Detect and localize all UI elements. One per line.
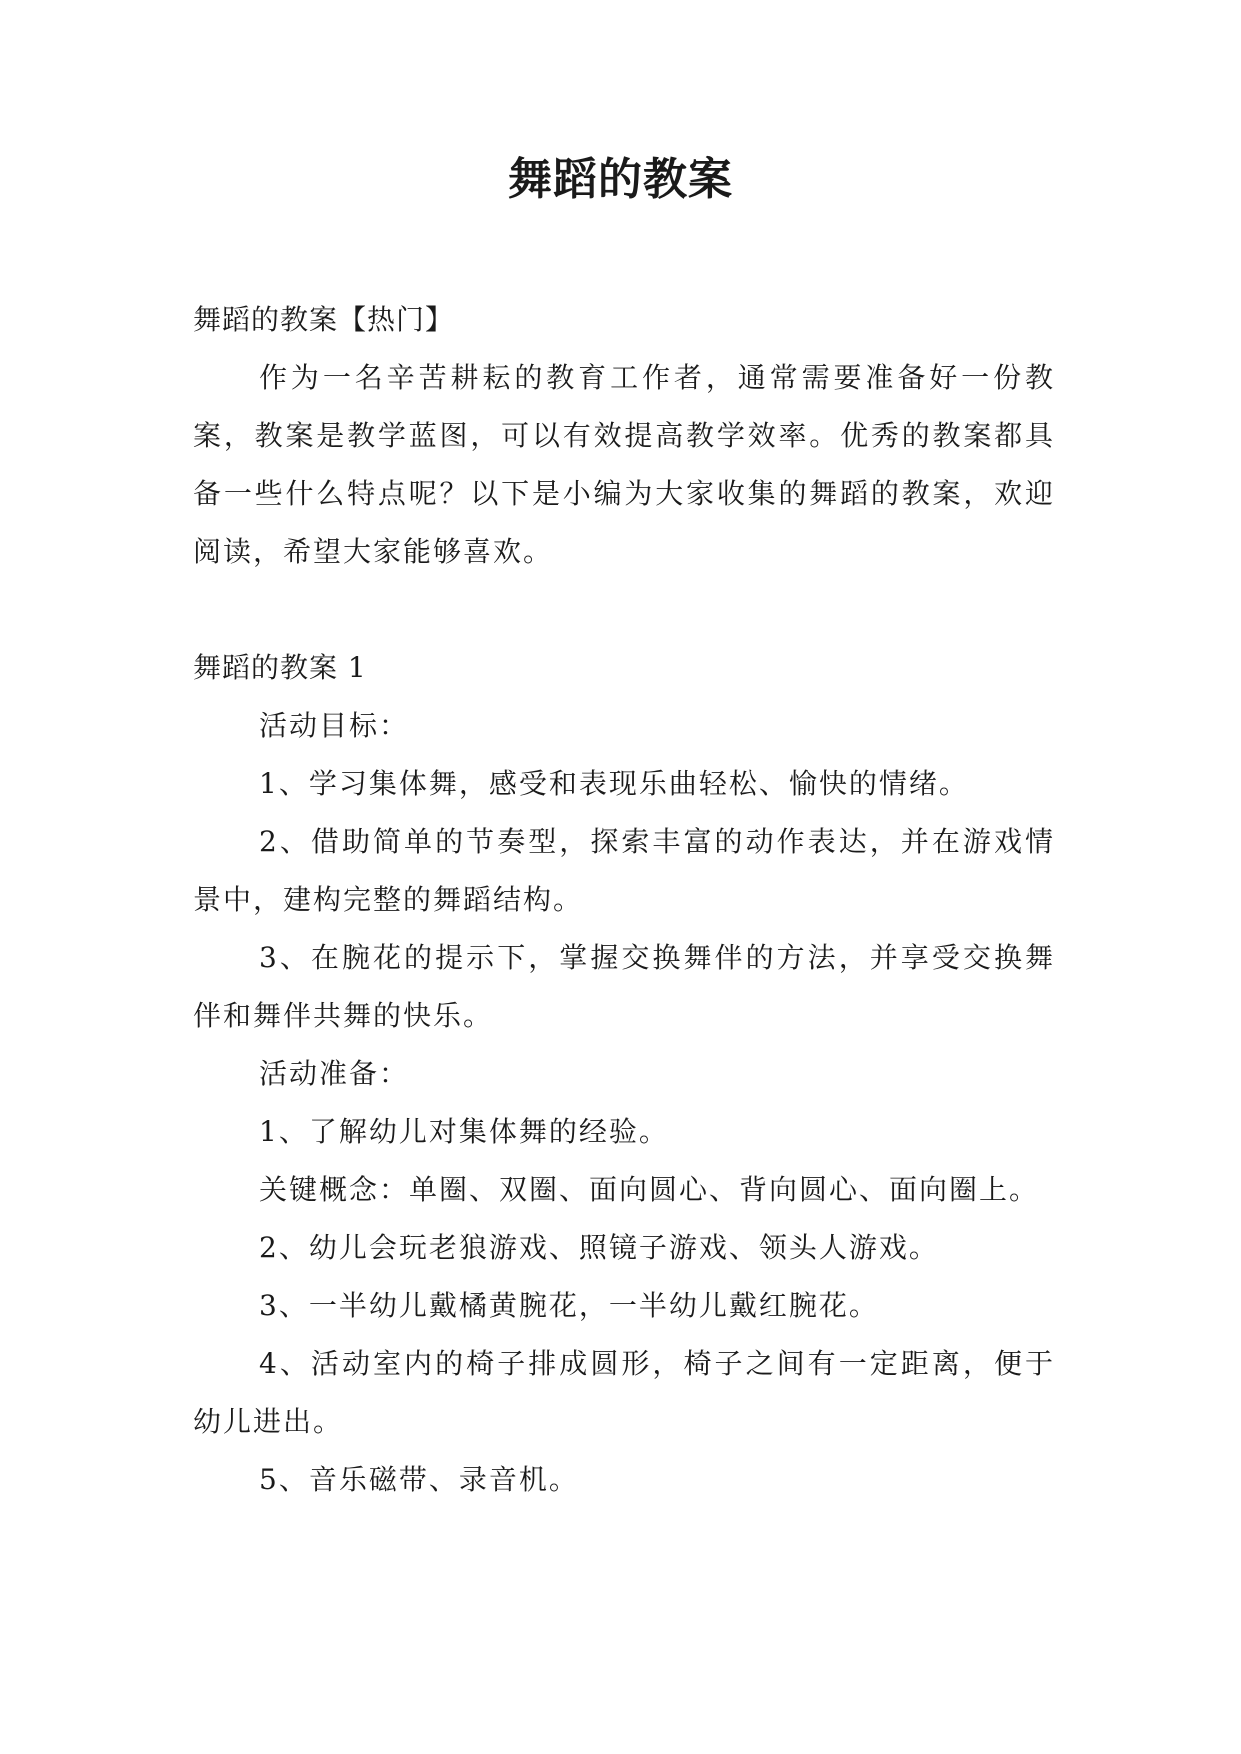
section-spacer: [193, 581, 1055, 639]
prep-label: 活动准备：: [259, 1057, 410, 1090]
prep-item-4: 4、活动室内的椅子排成圆形，椅子之间有一定距离，便于幼儿进出。: [193, 1347, 1055, 1438]
section-heading: 舞蹈的教案 1: [193, 651, 367, 684]
intro-heading: 舞蹈的教案【热门】: [193, 303, 455, 336]
prep-item-2: 2、幼儿会玩老狼游戏、照镜子游戏、领头人游戏。: [259, 1231, 939, 1264]
document-body: [193, 291, 1055, 1509]
goals-label: 活动目标：: [259, 709, 410, 742]
goal-item-2: 2、借助简单的节奏型，探索丰富的动作表达，并在游戏情景中，建构完整的舞蹈结构。: [193, 825, 1055, 916]
document-title: 舞蹈的教案: [508, 154, 733, 205]
goal-item-1: 1、学习集体舞，感受和表现乐曲轻松、愉快的情绪。: [259, 767, 969, 800]
intro-paragraph: 作为一名辛苦耕耘的教育工作者，通常需要准备好一份教案，教案是教学蓝图，可以有效提高教学效率。优秀的教案都具备一些什么特点呢？以下是小编为大家收集的舞蹈的教案，欢迎阅读，希望大家能够喜欢。: [193, 361, 1055, 568]
prep-item-3: 3、一半幼儿戴橘黄腕花，一半幼儿戴红腕花。: [259, 1289, 879, 1322]
prep-item-1: 1、了解幼儿对集体舞的经验。: [259, 1115, 669, 1148]
prep-item-5: 5、音乐磁带、录音机。: [259, 1463, 579, 1496]
key-concepts: 关键概念：单圈、双圈、面向圆心、背向圆心、面向圈上。: [259, 1173, 1040, 1206]
goal-item-3: 3、在腕花的提示下，掌握交换舞伴的方法，并享受交换舞伴和舞伴共舞的快乐。: [193, 941, 1055, 1032]
